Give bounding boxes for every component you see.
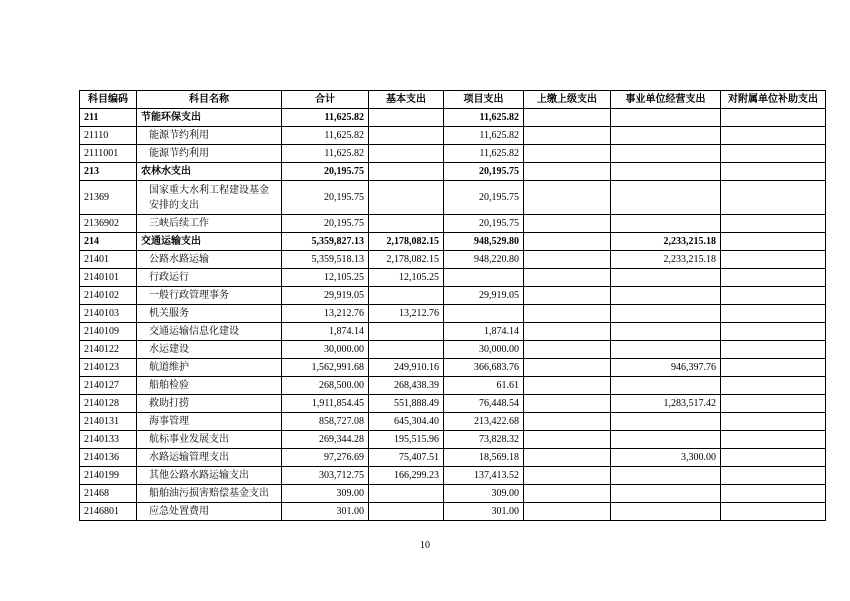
cell-name: 水运建设 bbox=[137, 341, 282, 359]
cell-code: 213 bbox=[80, 163, 137, 181]
cell-total: 858,727.08 bbox=[282, 413, 369, 431]
cell-basic bbox=[369, 109, 444, 127]
cell-basic bbox=[369, 341, 444, 359]
cell-basic: 268,438.39 bbox=[369, 377, 444, 395]
cell-project: 29,919.05 bbox=[444, 287, 524, 305]
cell-basic: 12,105.25 bbox=[369, 269, 444, 287]
cell-upper bbox=[524, 431, 611, 449]
cell-business: 946,397.76 bbox=[611, 359, 721, 377]
cell-business: 2,233,215.18 bbox=[611, 251, 721, 269]
cell-subsidy bbox=[721, 287, 826, 305]
cell-basic: 195,515.96 bbox=[369, 431, 444, 449]
cell-total: 12,105.25 bbox=[282, 269, 369, 287]
cell-upper bbox=[524, 251, 611, 269]
cell-code: 2140123 bbox=[80, 359, 137, 377]
cell-total: 11,625.82 bbox=[282, 145, 369, 163]
cell-code: 2140199 bbox=[80, 467, 137, 485]
table-row bbox=[80, 215, 826, 233]
cell-subsidy bbox=[721, 181, 826, 215]
cell-upper bbox=[524, 287, 611, 305]
cell-upper bbox=[524, 305, 611, 323]
cell-subsidy bbox=[721, 359, 826, 377]
cell-code: 21468 bbox=[80, 485, 137, 503]
cell-name: 三峡后续工作 bbox=[137, 215, 282, 233]
cell-code: 2111001 bbox=[80, 145, 137, 163]
cell-subsidy bbox=[721, 431, 826, 449]
table-row bbox=[80, 323, 826, 341]
cell-business bbox=[611, 287, 721, 305]
cell-code: 2140131 bbox=[80, 413, 137, 431]
cell-business bbox=[611, 163, 721, 181]
cell-name: 交通运输信息化建设 bbox=[137, 323, 282, 341]
cell-project: 213,422.68 bbox=[444, 413, 524, 431]
table-row bbox=[80, 359, 826, 377]
cell-total: 13,212.76 bbox=[282, 305, 369, 323]
cell-total: 309.00 bbox=[282, 485, 369, 503]
cell-subsidy bbox=[721, 503, 826, 521]
cell-business: 1,283,517.42 bbox=[611, 395, 721, 413]
cell-code: 2140133 bbox=[80, 431, 137, 449]
cell-upper bbox=[524, 449, 611, 467]
cell-name: 船舶油污损害赔偿基金支出 bbox=[137, 485, 282, 503]
page-number: 10 bbox=[420, 540, 430, 551]
cell-total: 303,712.75 bbox=[282, 467, 369, 485]
cell-project: 20,195.75 bbox=[444, 181, 524, 215]
header-business: 事业单位经营支出 bbox=[611, 91, 721, 109]
cell-name: 行政运行 bbox=[137, 269, 282, 287]
cell-project: 11,625.82 bbox=[444, 145, 524, 163]
cell-basic: 75,407.51 bbox=[369, 449, 444, 467]
cell-upper bbox=[524, 269, 611, 287]
cell-project: 1,874.14 bbox=[444, 323, 524, 341]
cell-name: 能源节约利用 bbox=[137, 127, 282, 145]
cell-subsidy bbox=[721, 109, 826, 127]
cell-total: 29,919.05 bbox=[282, 287, 369, 305]
cell-total: 11,625.82 bbox=[282, 109, 369, 127]
cell-name: 海事管理 bbox=[137, 413, 282, 431]
cell-total: 20,195.75 bbox=[282, 163, 369, 181]
cell-business bbox=[611, 341, 721, 359]
cell-name: 应急处置费用 bbox=[137, 503, 282, 521]
header-subsidy: 对附属单位补助支出 bbox=[721, 91, 826, 109]
cell-basic bbox=[369, 127, 444, 145]
cell-subsidy bbox=[721, 413, 826, 431]
cell-total: 269,344.28 bbox=[282, 431, 369, 449]
cell-code: 2146801 bbox=[80, 503, 137, 521]
cell-total: 20,195.75 bbox=[282, 215, 369, 233]
cell-total: 1,874.14 bbox=[282, 323, 369, 341]
cell-basic: 645,304.40 bbox=[369, 413, 444, 431]
cell-subsidy bbox=[721, 269, 826, 287]
cell-total: 20,195.75 bbox=[282, 181, 369, 215]
cell-subsidy bbox=[721, 449, 826, 467]
cell-project: 137,413.52 bbox=[444, 467, 524, 485]
cell-total: 30,000.00 bbox=[282, 341, 369, 359]
cell-basic bbox=[369, 163, 444, 181]
cell-project: 11,625.82 bbox=[444, 127, 524, 145]
cell-total: 97,276.69 bbox=[282, 449, 369, 467]
table-row bbox=[80, 395, 826, 413]
cell-name: 公路水路运输 bbox=[137, 251, 282, 269]
cell-business bbox=[611, 485, 721, 503]
cell-project: 76,448.54 bbox=[444, 395, 524, 413]
cell-code: 2140101 bbox=[80, 269, 137, 287]
cell-upper bbox=[524, 181, 611, 215]
cell-basic bbox=[369, 323, 444, 341]
cell-business bbox=[611, 215, 721, 233]
cell-name: 其他公路水路运输支出 bbox=[137, 467, 282, 485]
cell-project bbox=[444, 269, 524, 287]
cell-name: 交通运输支出 bbox=[137, 233, 282, 251]
table-row bbox=[80, 467, 826, 485]
cell-upper bbox=[524, 467, 611, 485]
cell-project: 948,529.80 bbox=[444, 233, 524, 251]
table-row bbox=[80, 305, 826, 323]
cell-name: 节能环保支出 bbox=[137, 109, 282, 127]
cell-subsidy bbox=[721, 305, 826, 323]
cell-business bbox=[611, 503, 721, 521]
cell-subsidy bbox=[721, 485, 826, 503]
cell-business: 2,233,215.18 bbox=[611, 233, 721, 251]
cell-business bbox=[611, 181, 721, 215]
budget-expenditure-table bbox=[79, 90, 826, 521]
cell-basic bbox=[369, 485, 444, 503]
cell-code: 2140122 bbox=[80, 341, 137, 359]
cell-name: 机关服务 bbox=[137, 305, 282, 323]
table-row bbox=[80, 269, 826, 287]
cell-code: 2140102 bbox=[80, 287, 137, 305]
table-row bbox=[80, 449, 826, 467]
header-basic: 基本支出 bbox=[369, 91, 444, 109]
cell-project: 301.00 bbox=[444, 503, 524, 521]
cell-upper bbox=[524, 413, 611, 431]
cell-code: 2140128 bbox=[80, 395, 137, 413]
cell-upper bbox=[524, 109, 611, 127]
cell-basic bbox=[369, 503, 444, 521]
cell-name: 农林水支出 bbox=[137, 163, 282, 181]
table-row bbox=[80, 431, 826, 449]
cell-basic: 2,178,082.15 bbox=[369, 251, 444, 269]
cell-basic: 249,910.16 bbox=[369, 359, 444, 377]
cell-upper bbox=[524, 233, 611, 251]
cell-code: 2140127 bbox=[80, 377, 137, 395]
cell-code: 2140136 bbox=[80, 449, 137, 467]
cell-code: 21110 bbox=[80, 127, 137, 145]
cell-upper bbox=[524, 215, 611, 233]
cell-upper bbox=[524, 323, 611, 341]
cell-subsidy bbox=[721, 395, 826, 413]
cell-upper bbox=[524, 127, 611, 145]
cell-upper bbox=[524, 503, 611, 521]
table-row bbox=[80, 251, 826, 269]
cell-subsidy bbox=[721, 251, 826, 269]
cell-subsidy bbox=[721, 467, 826, 485]
cell-total: 1,911,854.45 bbox=[282, 395, 369, 413]
cell-code: 2140109 bbox=[80, 323, 137, 341]
cell-project: 61.61 bbox=[444, 377, 524, 395]
table-row bbox=[80, 503, 826, 521]
cell-total: 5,359,827.13 bbox=[282, 233, 369, 251]
table-row bbox=[80, 145, 826, 163]
table-row bbox=[80, 341, 826, 359]
table-row bbox=[80, 163, 826, 181]
cell-name: 水路运输管理支出 bbox=[137, 449, 282, 467]
cell-subsidy bbox=[721, 377, 826, 395]
table-row bbox=[80, 127, 826, 145]
cell-business bbox=[611, 305, 721, 323]
cell-business bbox=[611, 269, 721, 287]
cell-upper bbox=[524, 359, 611, 377]
cell-business bbox=[611, 431, 721, 449]
table-row bbox=[80, 377, 826, 395]
cell-upper bbox=[524, 341, 611, 359]
cell-name: 航标事业发展支出 bbox=[137, 431, 282, 449]
cell-code: 214 bbox=[80, 233, 137, 251]
cell-upper bbox=[524, 395, 611, 413]
header-project: 项目支出 bbox=[444, 91, 524, 109]
cell-business: 3,300.00 bbox=[611, 449, 721, 467]
cell-project: 366,683.76 bbox=[444, 359, 524, 377]
table-row bbox=[80, 287, 826, 305]
cell-subsidy bbox=[721, 215, 826, 233]
cell-name: 一般行政管理事务 bbox=[137, 287, 282, 305]
cell-project bbox=[444, 305, 524, 323]
cell-upper bbox=[524, 163, 611, 181]
cell-name: 航道维护 bbox=[137, 359, 282, 377]
cell-project: 30,000.00 bbox=[444, 341, 524, 359]
cell-code: 2140103 bbox=[80, 305, 137, 323]
cell-basic bbox=[369, 181, 444, 215]
cell-subsidy bbox=[721, 163, 826, 181]
cell-business bbox=[611, 127, 721, 145]
cell-total: 268,500.00 bbox=[282, 377, 369, 395]
cell-project: 20,195.75 bbox=[444, 215, 524, 233]
cell-code: 2136902 bbox=[80, 215, 137, 233]
table-row bbox=[80, 485, 826, 503]
cell-basic: 2,178,082.15 bbox=[369, 233, 444, 251]
cell-code: 211 bbox=[80, 109, 137, 127]
cell-code: 21401 bbox=[80, 251, 137, 269]
cell-basic bbox=[369, 215, 444, 233]
cell-business bbox=[611, 377, 721, 395]
cell-business bbox=[611, 413, 721, 431]
cell-total: 301.00 bbox=[282, 503, 369, 521]
table-header-row bbox=[80, 91, 826, 109]
cell-project: 309.00 bbox=[444, 485, 524, 503]
cell-business bbox=[611, 467, 721, 485]
cell-name: 救助打捞 bbox=[137, 395, 282, 413]
cell-total: 11,625.82 bbox=[282, 127, 369, 145]
cell-subsidy bbox=[721, 233, 826, 251]
cell-upper bbox=[524, 377, 611, 395]
cell-business bbox=[611, 145, 721, 163]
cell-basic: 166,299.23 bbox=[369, 467, 444, 485]
cell-project: 73,828.32 bbox=[444, 431, 524, 449]
header-code: 科目编码 bbox=[80, 91, 137, 109]
cell-business bbox=[611, 109, 721, 127]
cell-subsidy bbox=[721, 323, 826, 341]
cell-business bbox=[611, 323, 721, 341]
cell-upper bbox=[524, 145, 611, 163]
cell-project: 948,220.80 bbox=[444, 251, 524, 269]
cell-project: 20,195.75 bbox=[444, 163, 524, 181]
table-row bbox=[80, 413, 826, 431]
cell-total: 1,562,991.68 bbox=[282, 359, 369, 377]
cell-project: 11,625.82 bbox=[444, 109, 524, 127]
header-upper: 上缴上级支出 bbox=[524, 91, 611, 109]
cell-total: 5,359,518.13 bbox=[282, 251, 369, 269]
cell-basic: 13,212.76 bbox=[369, 305, 444, 323]
table-row bbox=[80, 233, 826, 251]
header-name: 科目名称 bbox=[137, 91, 282, 109]
cell-basic bbox=[369, 145, 444, 163]
cell-name: 船舶检验 bbox=[137, 377, 282, 395]
cell-upper bbox=[524, 485, 611, 503]
cell-subsidy bbox=[721, 127, 826, 145]
header-total: 合计 bbox=[282, 91, 369, 109]
cell-code: 21369 bbox=[80, 181, 137, 215]
cell-subsidy bbox=[721, 145, 826, 163]
cell-name: 国家重大水利工程建设基金安排的支出 bbox=[137, 181, 282, 215]
cell-project: 18,569.18 bbox=[444, 449, 524, 467]
table-row bbox=[80, 181, 826, 215]
cell-basic: 551,888.49 bbox=[369, 395, 444, 413]
table-row bbox=[80, 109, 826, 127]
cell-basic bbox=[369, 287, 444, 305]
cell-name: 能源节约利用 bbox=[137, 145, 282, 163]
cell-subsidy bbox=[721, 341, 826, 359]
table-body bbox=[80, 109, 826, 521]
